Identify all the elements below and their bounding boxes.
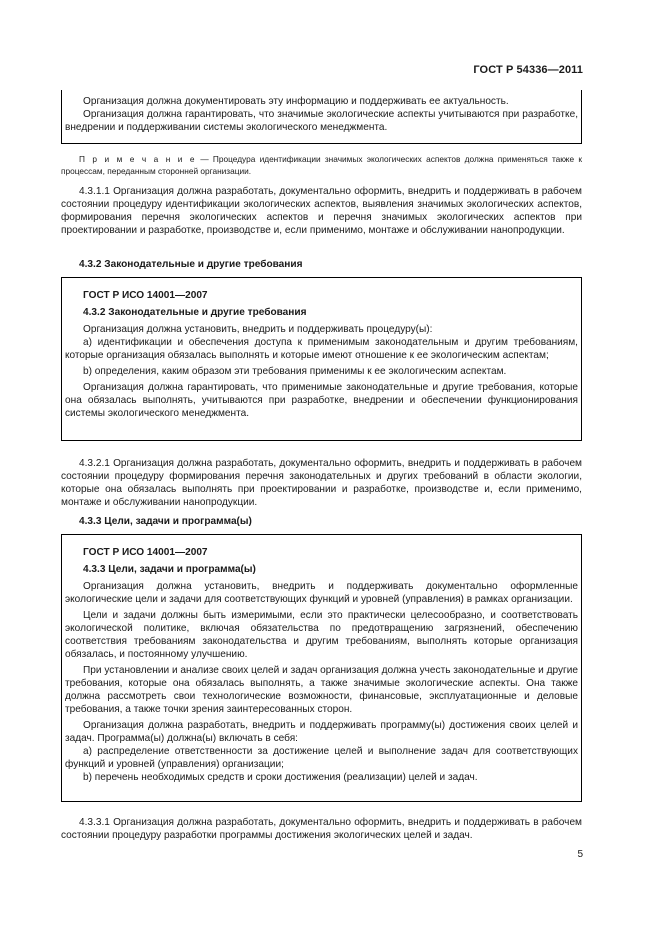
box-paragraph: Организация должна гарантировать, что применимые законодательные и другие требования, которые она обязалась выполнять, учитываются при разработке, внедрении и обеспечении функционирования системы экологического менеджмента. (65, 382, 578, 419)
box-paragraph: Организация должна установить, внедрить и поддерживать документально оформленные экологические цели и задачи для соответствующих функций и уровней (управления) в рамках организации. (65, 581, 578, 605)
box-paragraph: Цели и задачи должны быть измеримыми, если это практически целесообразно, и соответствовать экологической политике, включая обязательства по предотвращению загрязнений, обеспечению соответствия требованиям законодательства и другим требованиям, выполнять которые организация обязалась, и постоянному улучшению. (65, 610, 578, 660)
box-paragraph: b) перечень необходимых средств и сроки достижения (реализации) целей и задач. (83, 772, 478, 783)
box-paragraph: a) распределение ответственности за достижение целей и выполнение задач для соответствующих функций и уровней (управления) организации; (65, 746, 578, 770)
body-paragraph: 4.3.1.1 Организация должна разработать, документально оформить, внедрить и поддерживать в рабочем состоянии процедуру идентификации экологических аспектов, выявления значимых экологических аспектов, формирования перечня экологических аспектов и перечня значимых экологических аспектов при проектировании и разработке, производстве и, если применимо, монтаже и обслуживании нанопродукции. (61, 186, 582, 236)
section-heading-432: 4.3.2 Законодательные и другие требования (79, 259, 303, 270)
box-paragraph: Организация должна установить, внедрить и поддерживать процедуру(ы): (83, 324, 433, 335)
standard-title: ГОСТ Р ИСО 14001—2007 (83, 290, 208, 301)
body-paragraph: 4.3.3.1 Организация должна разработать, документально оформить, внедрить и поддерживать в рабочем состоянии процедуру разработки программы достижения экологических целей и задач. (61, 817, 582, 841)
standard-subtitle: 4.3.3 Цели, задачи и программа(ы) (83, 564, 256, 575)
section-4311 (61, 185, 582, 237)
continuation-box (61, 90, 582, 144)
box-paragraph: При установлении и анализе своих целей и задач организация должна учесть законодательные и другие требования, которые она обязалась выполнять, а также значимые экологические аспекты. Она также должна рассмотреть свои технологические возможности, финансовые, эксплуатационные и деловые требования, а также точки зрения заинтересованных сторон. (65, 665, 578, 715)
body-paragraph: 4.3.2.1 Организация должна разработать, документально оформить, внедрить и поддерживать в рабочем состоянии процедуру формирования перечня законодательных и других требований в области экологии, которые она обязалась выполнять при проектировании и разработке, производстве и, если применимо, монтаже и обслуживании нанопродукции. (61, 458, 582, 508)
standard-title: ГОСТ Р ИСО 14001—2007 (83, 547, 208, 558)
section-4331 (61, 816, 582, 842)
box-paragraph: b) определения, каким образом эти требования применимы к ее экологическим аспектам. (83, 366, 507, 377)
standard-quote-box-433 (61, 534, 582, 802)
note-text: — Процедура идентификации значимых экологических аспектов должна применяться также к процессам, переданным сторонней организации. (61, 154, 582, 176)
section-heading-433: 4.3.3 Цели, задачи и программа(ы) (79, 516, 252, 527)
standard-subtitle: 4.3.2 Законодательные и другие требования (83, 307, 307, 318)
document-header-id: ГОСТ Р 54336—2011 (473, 64, 583, 76)
standard-quote-box-432 (61, 277, 582, 441)
section-4321 (61, 457, 582, 509)
page-number: 5 (577, 849, 583, 860)
box-paragraph: a) идентификации и обеспечения доступа к применимым законодательным и другим требованиям, которые организация обязалась выполнять и которые имеют отношение к ее экологическим аспектам; (65, 337, 578, 361)
box-paragraph: Организация должна гарантировать, что значимые экологические аспекты учитываются при разработке, внедрении и поддерживании системы экологического менеджмента. (65, 109, 578, 133)
note-label: П р и м е ч а н и е (79, 154, 197, 164)
box-paragraph: Организация должна документировать эту информацию и поддерживать ее актуальность. (83, 96, 509, 107)
box-paragraph: Организация должна разработать, внедрить и поддерживать программу(ы) достижения своих целей и задач. Программа(ы) должна(ы) включать в себя: (65, 720, 578, 744)
note-paragraph (61, 153, 582, 177)
